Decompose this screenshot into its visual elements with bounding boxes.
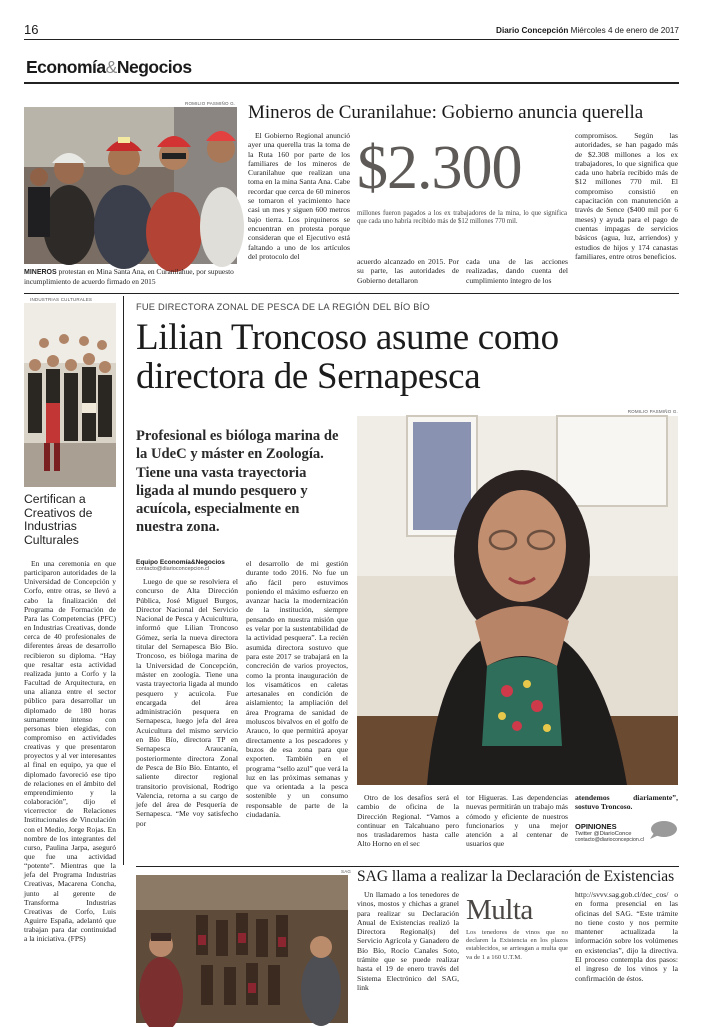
- sidebar-photo-credit: INDUSTRIAS CULTURALES: [30, 297, 93, 302]
- sidebar-group-photo: [24, 303, 116, 487]
- opinions-twitter[interactable]: Twitter @DiarioConce: [575, 831, 632, 837]
- photo-credit: ROMILIO PASMIÑO G.: [185, 101, 236, 106]
- section-title-amp: &: [105, 57, 117, 77]
- story2-kicker: FUE DIRECTORA ZONAL DE PESCA DE LA REGIÓN DEL BÍO BÍO: [136, 302, 430, 312]
- sag-photo: [136, 875, 348, 1023]
- byline-name: Equipo Economía&Negocios: [136, 559, 225, 566]
- opinions-email[interactable]: contacto@diarioconcepcion.cl: [575, 837, 644, 843]
- story2-col3: Otro de los desafíos será el cambio de oficina de la Dirección Regional. “Vamos a continuar en Talcahuano pero nos trasladaremos hasta calle Alto Horno en el sec: [357, 793, 459, 849]
- story1-col4: compromisos. Según las autoridades, se han pagado más de $2.308 millones a los ex trabajadores, lo que significa que cada uno habría recibido más de $12 millones 770 mil. El compromiso consistió en capacitación con manutención a través de Sence ($400 mil por 6 meses) y ayuda para el pago de cuentas impagas de servicios básicos (agua, luz, arriendos) y estudios de hijos y 174 canastas familiares, entre otros beneficios.: [575, 131, 678, 261]
- opinions-box: [575, 822, 678, 843]
- story2-col5: atendemos diariamente”, sostuvo Troncoso.: [575, 793, 678, 812]
- caption-lead: MINEROS: [24, 269, 57, 276]
- story3-col1: Un llamado a los tenedores de vinos, mostos y chichas a granel para realizar su Declaración Anual de Existencias realizó la Directora Regional(s) del Servicio Agrícola y Ganadero de Bío Bío, Rocío Canales Soto, trámite que se puede realizar hasta el 19 de enero través del Sistema Electrónico del SAG, link: [357, 890, 459, 992]
- story1-col3-bottom: cada una de las acciones realizadas, dando cuenta del cumplimiento íntegro de los: [466, 257, 568, 285]
- story2-bottom-divider: [136, 866, 679, 867]
- big-number-caption: millones fueron pagados a los ex trabajadores de la mina, lo que significa que cada uno habría recibido más de $12 millones 770 mil.: [357, 210, 567, 226]
- section-title: [26, 57, 192, 78]
- portrait-illustration: [357, 416, 678, 785]
- story2-headline: [136, 318, 559, 396]
- story2-headline-line2: directora de Sernapesca: [136, 356, 481, 397]
- section-title-right: Negocios: [116, 57, 192, 77]
- big-number: $2.300: [357, 134, 522, 202]
- portrait-photo-credit: ROMILIO PASMIÑO G.: [627, 409, 678, 414]
- miners-illustration: [24, 107, 237, 264]
- sidebar-vertical-divider: [123, 296, 124, 865]
- group-illustration: [24, 303, 116, 487]
- story1-headline: Mineros de Curanilahue: Gobierno anuncia querella: [248, 102, 644, 123]
- sidebar-body: En una ceremonia en que participaron autoridades de la Universidad de Concepción y Corfo, entre otras, se llevó a cabo la finalización del Programa de Formación de Para las Competencias (PFC) en Industrias Creativas, donde cerca de 40 profesionales de diferentes áreas de desarrollo recibieron su diploma. “Hay que resaltar esta actividad realizada junto a Corfo y la Facultad de Arquitectura, en una alianza entre el sector público para desarrollar un diplomado de 180 horas sumamente intenso con personas bien elegidas, con compromiso en actividades creativas y que presentaron proyectos y al ver interesantes al final en equipo, ya que el diplomado favoreció ese tipo de relaciones en el ámbito del emprendimiento y la colaboración”, dijo el vicerrector de Relaciones Institucionales de Vinculación con el Medio, Jorge Rojas. En nombre de los integrantes del curso, Paulina Jarpa, aseguró que fue una actividad “potente”. Mientras que la jefa del Programa Industrias Creativas, Macarena Concha, junto al gerente de Transforma Industrias Creativas de Corfo, Luis Aguirre España, adelantó que trabajan para dar continuidad a la iniciativa. (FPS): [24, 559, 116, 944]
- story1-divider: [24, 293, 679, 294]
- header-rule: [24, 39, 679, 40]
- story1-col1: El Gobierno Regional anunció ayer una querella tras la toma de la Ruta 160 por parte de los familiares de los mineros de Curanilahue que realizan una toma en la mina Santa Ana. Cabe recordar que cerca de 60 mineros se tomaron el yacimiento hace casi un mes y siguen 600 metros bajo tierra. Los pirquineros se encuentran en protesta porque consideran que el Ejecutivo está faltando a uno de los artículos del protocolo del: [248, 131, 350, 261]
- miners-caption: [24, 267, 237, 286]
- winery-illustration: [136, 875, 348, 1023]
- page-number: 16: [24, 22, 39, 37]
- opinions-title: OPINIONES: [575, 822, 617, 831]
- miners-photo: [24, 107, 237, 264]
- newspaper-name: Diario Concepción: [496, 26, 569, 35]
- multa-word: Multa: [466, 894, 533, 926]
- issue-date: Miércoles 4 de enero de 2017: [570, 26, 679, 35]
- byline-email: contacto@diarioconcepcion.cl: [136, 566, 210, 572]
- story2-headline-line1: Lilian Troncoso asume como: [136, 317, 559, 358]
- story2-byline: [136, 559, 238, 572]
- story1-col2-bottom: acuerdo alcanzado en 2015. Por su parte, las autoridades de Gobierno detallaron: [357, 257, 459, 285]
- story3-headline: SAG llama a realizar la Declaración de Existencias: [357, 868, 675, 885]
- story3-col3: http://svvv.sag.gob.cl/dec_cos/ o en forma presencial en las oficinas del SAG. “Este trámite no tiene costo y nos permite mantener actualizada la información sobre los volúmenes en existencias”, dijo la directiva. El proceso contempla dos pasos: el ingreso de los vinos y la confirmación de éstos.: [575, 890, 678, 983]
- section-title-left: Economía: [26, 57, 106, 77]
- section-underline: [24, 82, 679, 84]
- sag-photo-credit: SAG: [341, 869, 352, 874]
- speech-bubble-icon: [648, 820, 678, 840]
- story2-col4: tor Higueras. Las dependencias nuevas permitirán un trabajo más cómodo y eficiente de nuestros funcionarios y una mejor atención a al centenar de usuarios que: [466, 793, 568, 849]
- story2-col1: Luego de que se resolviera el concurso de Alta Dirección Pública, José Miguel Burgos, Director Nacional del Servicio Nacional de Pesca y Acuicultura, informó que Lilian Troncoso Gómez, sería la nueva directora titular del Sernapesca Bío Bío. Troncoso, es bióloga marina de la Universidad de Concepción, máster en zoología. Tiene una vasta trayectoria ligada al mundo pesquero y acuícola. Fue encargada del área administración pesquera en Sernapesca, luego jefa del área Acuicultura del mismo servicio en Bío Bío, directora TP en Sernapesca Araucanía, posteriormente directora Zonal de Pesca de Bío Bío. Entanto, el saliente director regional transitorio provisional, Rodrigo Valencia, retorna a su cargo de jefe del área de Pesquería de Sernapesca. “Me voy satisfecho por: [136, 577, 238, 828]
- masthead-line: [496, 26, 679, 35]
- story2-deck: Profesional es bióloga marina de la UdeC y máster en Zoología. Tiene una vasta trayectoria ligada al mundo pesquero y acuícola, especialmente en nuestra zona.: [136, 428, 339, 536]
- sidebar-headline: Certifican a Creativos de Industrias Culturales: [24, 492, 93, 547]
- caption-text: protestan en Mina Santa Ana, en Curanilahue, por supuesto incumplimiento de acuerdo firmado en 2015: [24, 267, 234, 286]
- multa-caption: Los tenedores de vinos que no declaren la Existencia en los plazos establecidos, se arriesgan a multa que va de 1 a 160 U.T.M.: [466, 929, 568, 961]
- story2-col2: el desarrollo de mi gestión durante todo 2016. No fue un año fácil pero estuvimos poniendo el máximo esfuerzo en avanzar hacia la modernización de la institución, siempre pensando en nuestra misión que es velar por la sustentabilidad de la actividad pesquera”. La recién asumida directora sostuvo que para este 2017 se trabajará en la concreción de varios proyectos, como la pronta inauguración de los visamáticos en caletas artesanales en condición de aislamiento; la ampliación del área Programa de sanidad de moluscos bivalvos en el golfo de Arauco, lo que permitirá apoyar directamente a los pescadores y buzos de esa zona para que exporten. También en el programa “sello azul” que verá la luz en las próximas semanas y que va orientada a la pesca sostenible y un consumo responsable de parte de la ciudadanía.: [246, 559, 348, 820]
- troncoso-portrait: [357, 416, 678, 785]
